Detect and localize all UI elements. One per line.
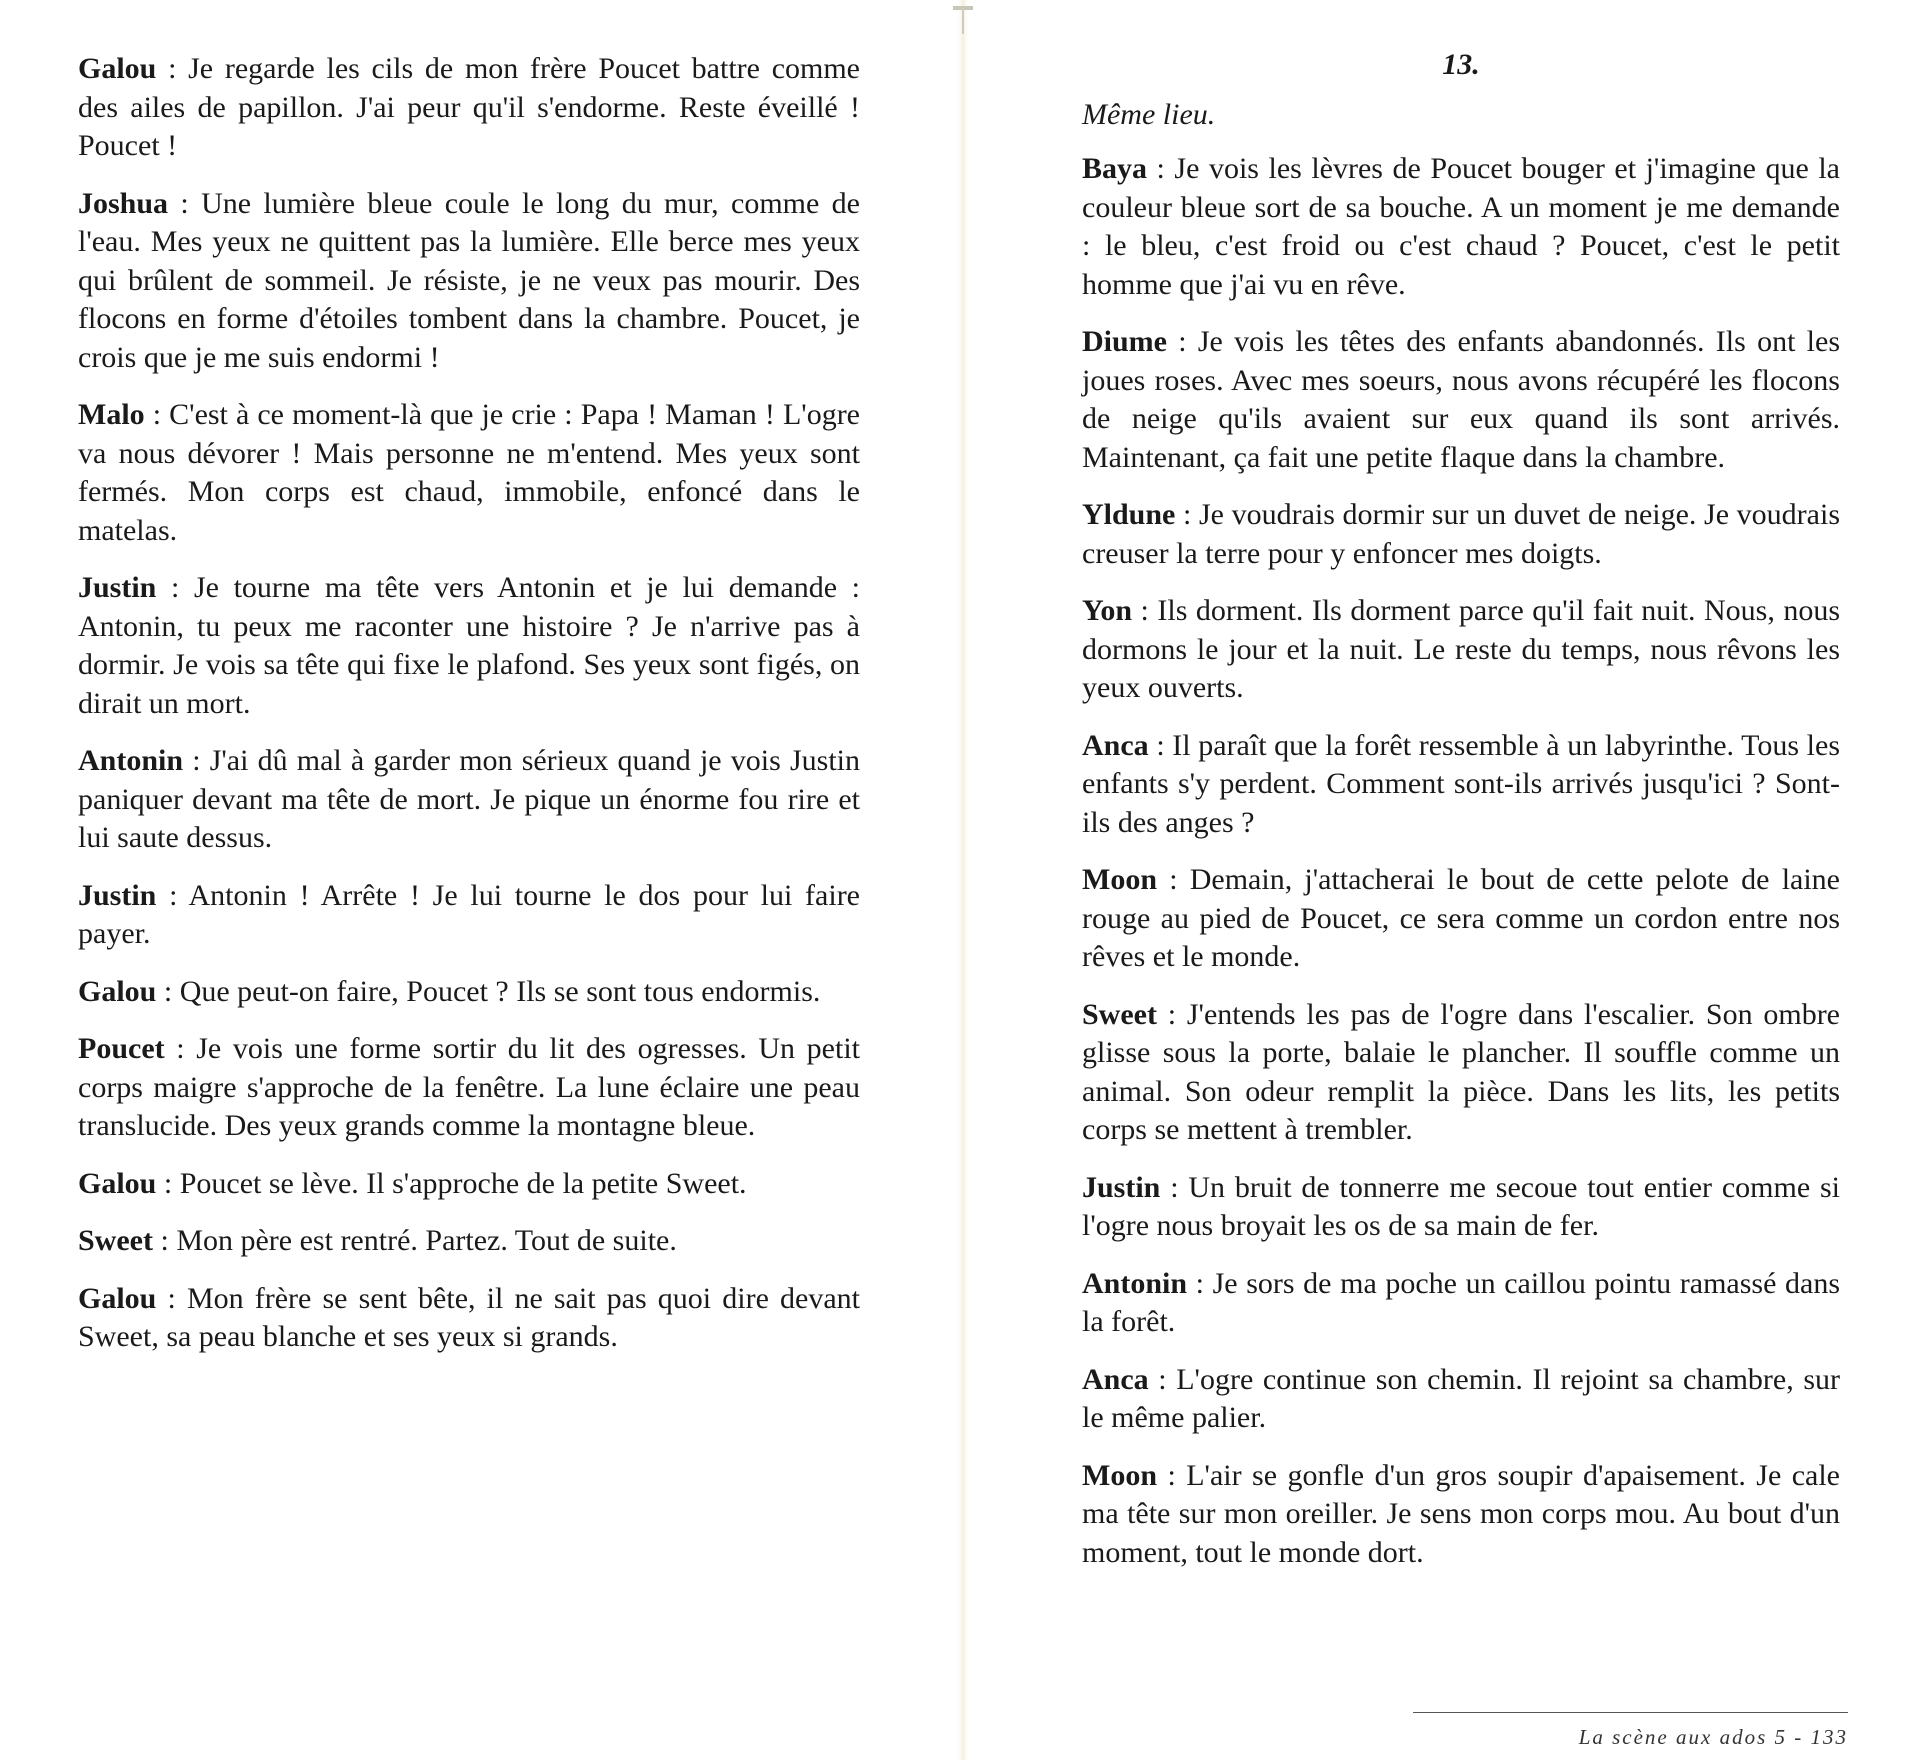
replique-text: : Demain, j'attacherai le bout de cette pelote de laine rouge au pied de Poucet, ce sera comme un cordon entre nos rêves et le monde. [1082, 863, 1840, 973]
replique [1082, 727, 1840, 843]
speaker-name: Poucet [78, 1032, 165, 1065]
replique [1082, 1457, 1840, 1573]
replique [1082, 861, 1840, 977]
speaker-name: Joshua [78, 186, 169, 220]
replique [78, 396, 860, 550]
replique-text: : L'air se gonfle d'un gros soupir d'apaisement. Je cale ma tête sur mon oreiller. Je sens mon corps mou. Au bout d'un moment, tout le monde dort. [1082, 1458, 1840, 1569]
speaker-name: Baya [1082, 152, 1148, 185]
replique [78, 50, 860, 166]
speaker-name: Justin [78, 878, 157, 912]
speaker-name: Yldune [1082, 498, 1176, 531]
replique [78, 185, 860, 378]
replique-text: : C'est à ce moment-là que je crie : Papa ! Maman ! L'ogre va nous dévorer ! Mais personne ne m'entend. Mes yeux sont fermés. Mon corps est chaud, immobile, enfoncé dans le matelas. [78, 398, 860, 547]
replique-text: : Que peut-on faire, Poucet ? Ils se sont tous endormis. [156, 974, 821, 1008]
replique [1082, 1265, 1840, 1342]
speaker-name: Justin [1082, 1170, 1161, 1204]
speaker-name: Moon [1082, 863, 1157, 896]
replique-text: : Mon frère se sent bête, il ne sait pas quoi dire devant Sweet, sa peau blanche et ses yeux si grands. [78, 1281, 860, 1353]
replique-text: : J'entends les pas de l'ogre dans l'escalier. Son ombre glisse sous la porte, balaie le plancher. Il souffle comme un animal. Son odeur remplit la pièce. Dans les lits, les petits corps se mettent à trembler. [1082, 997, 1840, 1146]
scene-number: 13. [1442, 48, 1480, 81]
replique-text: : Je vois les lèvres de Poucet bouger et j'imagine que la couleur bleue sort de sa bouche. A un moment je me demande : le bleu, c'est froid ou c'est chaud ? Poucet, c'est le petit homme que j'ai vu en rêve. [1082, 152, 1840, 301]
speaker-name: Moon [1082, 1458, 1157, 1492]
speaker-name: Yon [1082, 594, 1133, 627]
speaker-name: Galou [78, 1166, 157, 1200]
replique [1082, 150, 1840, 304]
replique [78, 877, 860, 954]
replique-text: : Je regarde les cils de mon frère Poucet battre comme des ailes de papillon. J'ai peur qu'il s'endorme. Reste éveillé ! Poucet ! [78, 52, 860, 162]
replique [78, 1165, 860, 1204]
speaker-name: Galou [78, 52, 157, 85]
speaker-name: Sweet [1082, 997, 1157, 1031]
speaker-name: Diume [1082, 325, 1167, 358]
speaker-name: Malo [78, 398, 145, 431]
replique-text: : Il paraît que la forêt ressemble à un labyrinthe. Tous les enfants s'y perdent. Comment sont-ils arrivés jusqu'ici ? Sont-ils des anges ? [1082, 728, 1840, 839]
replique [1082, 1169, 1840, 1246]
speaker-name: Anca [1082, 1362, 1149, 1396]
replique-text: : Je voudrais dormir sur un duvet de neige. Je voudrais creuser la terre pour y enfoncer mes doigts. [1082, 498, 1840, 570]
replique [1082, 592, 1840, 708]
footer-rule [1413, 1712, 1848, 1713]
replique-text: : Mon père est rentré. Partez. Tout de suite. [152, 1224, 677, 1257]
replique-text: : J'ai dû mal à garder mon sérieux quand je vois Justin paniquer devant ma tête de mort. Je pique un énorme fou rire et lui saute dessus. [78, 744, 860, 854]
stage-direction: Même lieu. [1082, 98, 1216, 131]
replique [1082, 1361, 1840, 1438]
speaker-name: Sweet [78, 1224, 153, 1257]
speaker-name: Justin [78, 571, 157, 604]
replique-text: : Poucet se lève. Il s'approche de la petite Sweet. [156, 1166, 747, 1200]
running-footer: La scène aux ados 5 - 133 [1578, 1725, 1848, 1749]
speaker-name: Galou [78, 1281, 157, 1315]
replique-text: : L'ogre continue son chemin. Il rejoint sa chambre, sur le même palier. [1082, 1362, 1840, 1434]
replique [78, 1222, 860, 1261]
replique-text: : Ils dorment. Ils dorment parce qu'il fait nuit. Nous, nous dormons le jour et la nuit. Le reste du temps, nous rêvons les yeux ouverts. [1082, 594, 1840, 704]
right-page [960, 0, 1920, 1760]
page-footer [1413, 1712, 1848, 1750]
replique [78, 742, 860, 858]
replique [78, 1280, 860, 1357]
speaker-name: Galou [78, 974, 157, 1008]
replique-text: : Je vois les têtes des enfants abandonnés. Ils ont les joues roses. Avec mes soeurs, nous avons récupéré les flocons de neige qu'ils avaient sur eux quand ils sont arrivés. Maintenant, ça fait une petite flaque dans la chambre. [1082, 325, 1840, 474]
replique [1082, 996, 1840, 1150]
replique-text: : Antonin ! Arrête ! Je lui tourne le dos pour lui faire payer. [78, 878, 860, 950]
replique-text: : Je sors de ma poche un caillou pointu ramassé dans la forêt. [1082, 1266, 1840, 1338]
replique-text: : Un bruit de tonnerre me secoue tout entier comme si l'ogre nous broyait les os de sa main de fer. [1082, 1170, 1840, 1242]
replique [78, 973, 860, 1012]
replique-text: : Une lumière bleue coule le long du mur, comme de l'eau. Mes yeux ne quittent pas la lumière. Elle berce mes yeux qui brûlent de sommeil. Je résiste, je ne veux pas mourir. Des flocons en forme d'étoiles tombent dans la chambre. Poucet, je crois que je me suis endormi ! [78, 186, 860, 374]
replique [1082, 496, 1840, 573]
replique-text: : Je tourne ma tête vers Antonin et je lui demande : Antonin, tu peux me raconter une histoire ? Je n'arrive pas à dormir. Je vois sa tête qui fixe le plafond. Ses yeux sont figés, on dirait un mort. [78, 571, 860, 720]
speaker-name: Anca [1082, 728, 1149, 762]
replique [78, 569, 860, 723]
speaker-name: Antonin [1082, 1266, 1188, 1300]
replique [1082, 323, 1840, 477]
replique [78, 1030, 860, 1146]
speaker-name: Antonin [78, 744, 184, 777]
replique-text: : Je vois une forme sortir du lit des ogresses. Un petit corps maigre s'approche de la fenêtre. La lune éclaire une peau translucide. Des yeux grands comme la montagne bleue. [78, 1032, 860, 1142]
